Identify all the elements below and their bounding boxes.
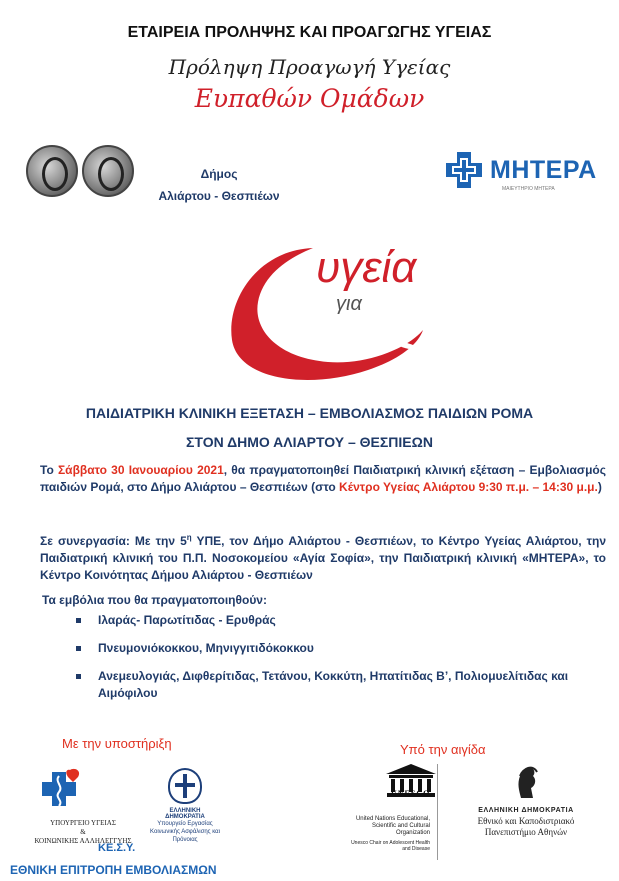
bullet-icon <box>76 674 81 679</box>
labour-ministry-label: Υπουργείο Εργασίας Κοινωνικής Ασφάλισης και Πρόνοιας <box>150 821 220 843</box>
kesy-label: ΚΕ.Σ.Υ. <box>98 842 136 854</box>
municipality-line-1: Δήμος <box>200 167 238 181</box>
bullet-icon <box>76 646 81 651</box>
divider <box>437 764 438 860</box>
script-tagline-2: Ευπαθών Ομάδων <box>194 84 425 113</box>
coin-icon <box>26 145 78 197</box>
list-item <box>76 612 606 629</box>
ministry-line-3: ΚΟΙΝΩΝΙΚΗΣ ΑΛΛΗΛΕΓΓΥΗΣ <box>34 837 132 845</box>
hellenic-republic-label: ΕΛΛΗΝΙΚΗ ΔΗΜΟΚΡΑΤΙΑ <box>165 808 205 820</box>
athena-head-icon <box>513 764 539 800</box>
nkua-name-line-1: Εθνικό και Καποδιστριακό <box>477 816 575 826</box>
event-close-paren: ) <box>597 480 602 494</box>
nkua-logo <box>446 764 606 838</box>
caduceus-cross-icon <box>40 768 84 810</box>
vaccine-name: Πνευμονιόκοκκου, Μηνιγγιτιδόκοκκου <box>98 641 314 655</box>
nkua-hellenic-republic: ΕΛΛΗΝΙΚΗ ΔΗΜΟΚΡΑΤΙΑ <box>478 807 574 814</box>
vaccine-name: Ιλαράς- Παρωτίτιδας - Ερυθράς <box>98 613 276 627</box>
ministry-line-2: & <box>80 828 86 836</box>
unesco-chair: Unesco Chair on Adolescent Health and Disease <box>351 840 430 852</box>
event-date: Σάββατο 30 Ιανουαρίου 2021 <box>57 463 224 477</box>
campaign-word-2: για <box>336 293 362 315</box>
aegis-label: Υπό την αιγίδα <box>400 742 486 757</box>
collaboration-intro: Σε συνεργασία: Με την 5 <box>40 534 187 548</box>
national-vaccination-committee: ΕΘΝΙΚΗ ΕΠΙΤΡΟΠΗ ΕΜΒΟΛΙΑΣΜΩΝ <box>10 863 217 877</box>
organization-title: ΕΤΑΙΡΕΙΑ ΠΡΟΛΗΨΗΣ ΚΑΙ ΠΡΟΑΓΩΓΗΣ ΥΓΕΙΑΣ <box>127 24 492 41</box>
unesco-description: United Nations Educational, Scientific and Cultural Organization <box>355 816 430 836</box>
event-place: Κέντρο Υγείας Αλιάρτου <box>339 480 476 494</box>
support-label: Με την υποστήριξη <box>62 736 172 751</box>
unesco-word: UNESCO <box>391 789 431 798</box>
headline-line-1: ΠΑΙΔΙΑΤΡΙΚΗ ΚΛΙΝΙΚΗ ΕΞΕΤΑΣΗ – ΕΜΒΟΛΙΑΣΜΟΣ ΠΑΙΔΙΩΝ ΡΟΜΑ <box>85 405 534 421</box>
event-description: , θα πραγματοποιηθεί Παιδιατρική κλινική εξέταση – Εμβολιασμός παιδιών Ρομά, στο Δήμο Αλιάρτου – Θεσπιέων (στο <box>40 463 606 494</box>
medical-cross-icon <box>444 150 484 190</box>
campaign-word-1: υγεία <box>316 243 417 292</box>
mitera-subtitle: ΜΑΙΕΥΤΗΡΙΟ ΜΗΤΕΡΑ <box>502 186 555 192</box>
script-tagline-1: Πρόληψη Προαγωγή Υγείας <box>168 55 451 79</box>
bullet-icon <box>76 618 81 623</box>
ordinal-superscript: η <box>186 533 192 542</box>
municipality-name <box>145 163 293 207</box>
municipality-line-2: Αλιάρτου - Θεσπιέων <box>158 189 280 203</box>
greek-crest-icon <box>168 768 202 804</box>
event-time: 9:30 π.μ. – 14:30 μ.μ. <box>478 480 598 494</box>
list-item <box>76 640 606 657</box>
event-paragraph <box>40 462 606 496</box>
campaign-word-3: όλους <box>292 309 419 358</box>
event-intro-text: Το <box>40 463 58 477</box>
collaboration-partners: ΥΠΕ, τον Δήμο Αλιάρτου - Θεσπιέων, το Κέντρο Υγείας Αλιάρτου, την Παιδιατρική κλινική του Π.Π. Νοσοκομείου «Αγία Σοφία», την Παιδιατρική κλινική «ΜΗΤΕΡΑ», το Κέντρο Κοινότητας Δήμου Αλιάρτου - Θεσπιέων <box>40 534 606 582</box>
collaboration-paragraph <box>40 529 606 584</box>
nkua-name-line-2: Πανεπιστήμιο Αθηνών <box>484 827 568 837</box>
vaccine-name: Ανεμευλογιάς, Διφθερίτιδας, Τετάνου, Κοκκύτη, Ηπατίτιδας Β’, Πολιομυελίτιδας και Αιμόφιλου <box>98 669 569 700</box>
ancient-coins-logo <box>26 145 136 201</box>
list-item <box>76 668 606 702</box>
nkua-name <box>446 816 606 838</box>
ministry-line-1: ΥΠΟΥΡΓΕΙΟ ΥΓΕΙΑΣ <box>50 819 116 827</box>
health-for-all-logo <box>218 230 438 390</box>
vaccines-title: Τα εμβόλια που θα πραγματοποιηθούν: <box>42 593 267 607</box>
coin-icon <box>82 145 134 197</box>
ministry-of-health-logo <box>28 768 138 846</box>
ministry-of-labour-logo <box>150 768 220 844</box>
mitera-name: ΜΗΤΕΡΑ <box>490 155 597 184</box>
headline-line-2: ΣΤΟΝ ΔΗΜΟ ΑΛΙΑΡΤΟΥ – ΘΕΣΠΙΕΩΝ <box>186 434 433 450</box>
